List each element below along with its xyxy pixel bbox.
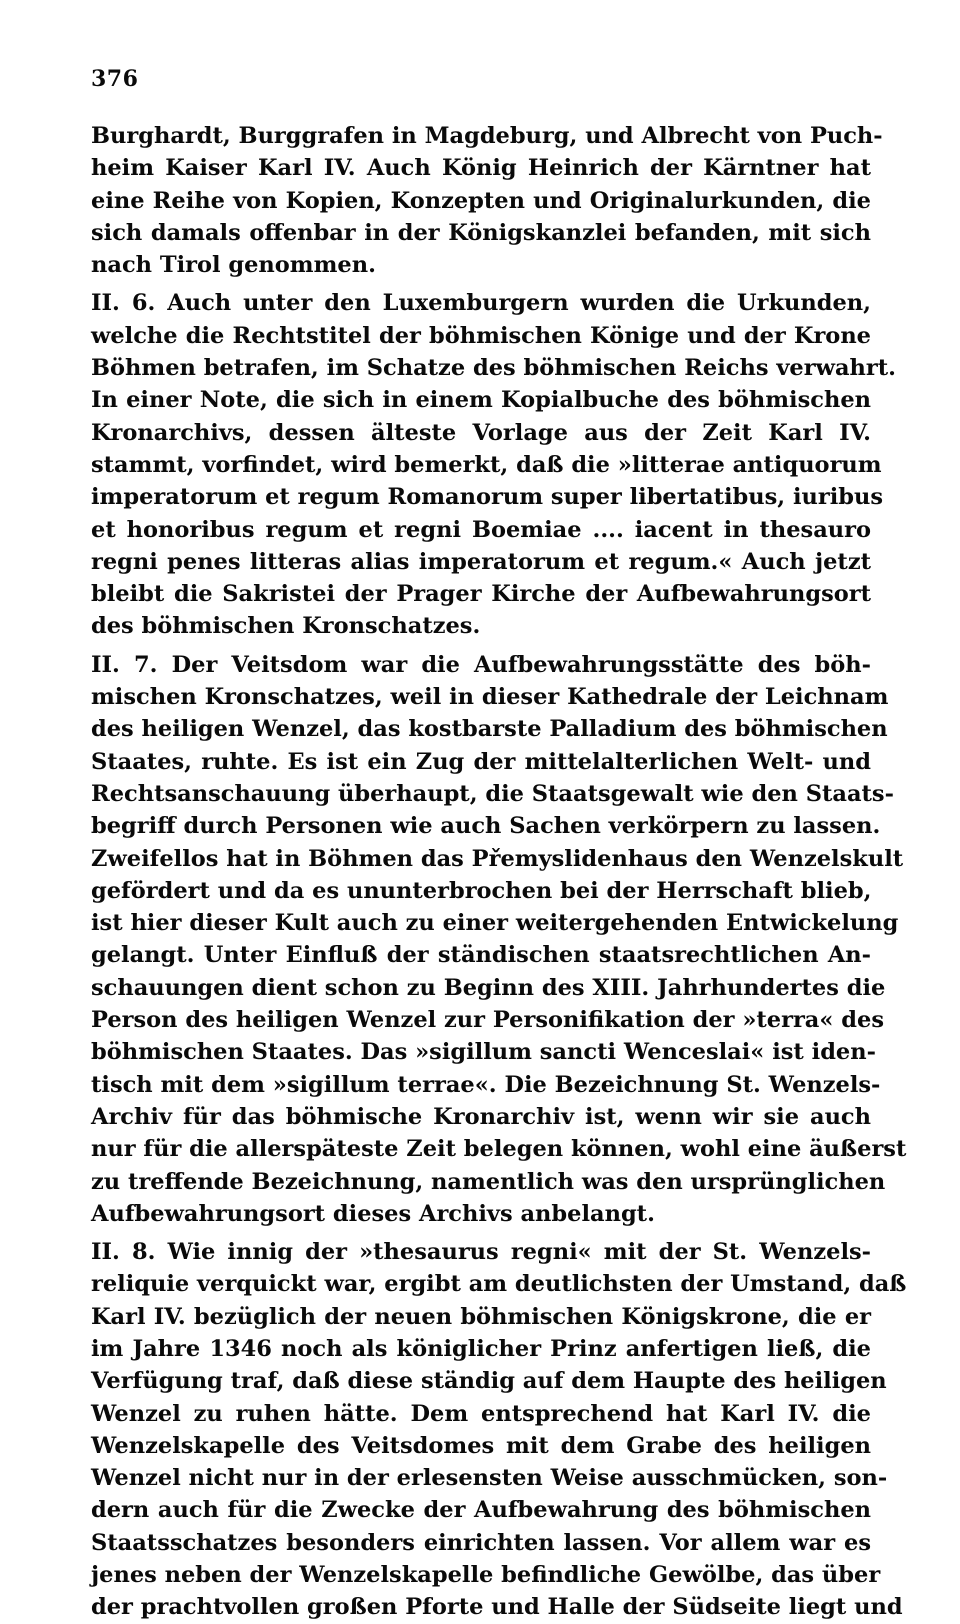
text-line: Zweifellos hat in Böhmen das Přemyslidenhaus den Wenzelskult bbox=[91, 845, 904, 872]
paragraph bbox=[91, 120, 883, 281]
text-line: zu treffende Bezeichnung, namentlich was den ursprünglichen bbox=[91, 1168, 886, 1195]
text-line: Kronarchivs, dessen älteste Vorlage aus der Zeit Karl IV. bbox=[91, 419, 871, 446]
text-line: II. 6. Auch unter den Luxemburgern wurden die Urkunden, bbox=[91, 290, 871, 317]
text-line: sich damals offenbar in der Königskanzlei befanden, mit sich bbox=[91, 219, 871, 246]
text-line: böhmischen Staates. Das »sigillum sancti Wenceslai« ist iden- bbox=[91, 1039, 876, 1066]
paragraph bbox=[91, 649, 907, 1230]
text-line: Verfügung traf, daß diese ständig auf dem Haupte des heiligen bbox=[91, 1368, 887, 1395]
text-line: Wenzelskapelle des Veitsdomes mit dem Grabe des heiligen bbox=[91, 1432, 871, 1459]
text-line: stammt, vorfindet, wird bemerkt, daß die »litterae antiquorum bbox=[91, 451, 882, 478]
text-line: II. 8. Wie innig der »thesaurus regni« mit der St. Wenzels- bbox=[91, 1239, 871, 1266]
text-line: Karl IV. bezüglich der neuen böhmischen Königskrone, die er bbox=[91, 1303, 871, 1330]
text-line: gefördert und da es ununterbrochen bei der Herrschaft blieb, bbox=[91, 877, 872, 904]
body-text bbox=[91, 120, 907, 1624]
text-line: nach Tirol genommen. bbox=[91, 252, 376, 279]
text-line: nur für die allerspäteste Zeit belegen können, wohl eine äußerst bbox=[91, 1136, 907, 1163]
text-line: des heiligen Wenzel, das kostbarste Palladium des böhmischen bbox=[91, 716, 888, 743]
paragraph bbox=[91, 287, 896, 642]
text-line: der prachtvollen großen Pforte und Halle der Südseite liegt und bbox=[91, 1594, 903, 1621]
text-line: et honoribus regum et regni Boemiae .... iacent in thesauro bbox=[91, 516, 871, 543]
text-line: eine Reihe von Kopien, Konzepten und Originalurkunden, die bbox=[91, 187, 871, 214]
text-line: regni penes litteras alias imperatorum et regum.« Auch jetzt bbox=[91, 548, 871, 575]
text-line: Staatsschatzes besonders einrichten lassen. Vor allem war es bbox=[91, 1529, 871, 1556]
text-line: Aufbewahrungsort dieses Archivs anbelangt. bbox=[91, 1200, 655, 1227]
text-line: gelangt. Unter Einfluß der ständischen staatsrechtlichen An- bbox=[91, 942, 871, 969]
paragraph bbox=[91, 1236, 907, 1624]
text-line: heim Kaiser Karl IV. Auch König Heinrich der Kärntner hat bbox=[91, 155, 871, 182]
text-line: dern auch für die Zwecke der Aufbewahrung des böhmischen bbox=[91, 1497, 871, 1524]
text-line: Rechtsanschauung überhaupt, die Staatsgewalt wie den Staats- bbox=[91, 780, 894, 807]
text-line: Wenzel nicht nur in der erlesensten Weise ausschmücken, son- bbox=[91, 1465, 888, 1492]
text-line: II. 7. Der Veitsdom war die Aufbewahrungsstätte des böh- bbox=[91, 651, 871, 678]
text-line: Wenzel zu ruhen hätte. Dem entsprechend hat Karl IV. die bbox=[91, 1400, 871, 1427]
text-line: Burghardt, Burggrafen in Magdeburg, und Albrecht von Puch- bbox=[91, 123, 883, 149]
text-line: Böhmen betrafen, im Schatze des böhmischen Reichs verwahrt. bbox=[91, 355, 896, 382]
text-line: des böhmischen Kronschatzes. bbox=[91, 613, 481, 640]
text-line: bleibt die Sakristei der Prager Kirche der Aufbewahrungsort bbox=[91, 581, 871, 608]
text-line: im Jahre 1346 noch als königlicher Prinz anfertigen ließ, die bbox=[91, 1335, 871, 1362]
text-line: mischen Kronschatzes, weil in dieser Kathedrale der Leichnam bbox=[91, 684, 889, 711]
text-line: schauungen dient schon zu Beginn des XIII. Jahrhundertes die bbox=[91, 974, 886, 1001]
text-line: jenes neben der Wenzelskapelle befindliche Gewölbe, das über bbox=[91, 1562, 881, 1589]
text-line: begriff durch Personen wie auch Sachen verkörpern zu lassen. bbox=[91, 813, 881, 840]
text-line: Staates, ruhte. Es ist ein Zug der mittelalterlichen Welt- und bbox=[91, 748, 871, 775]
text-line: ist hier dieser Kult auch zu einer weitergehenden Entwickelung bbox=[91, 910, 899, 937]
text-line: Archiv für das böhmische Kronarchiv ist, wenn wir sie auch bbox=[91, 1103, 871, 1130]
text-line: tisch mit dem »sigillum terrae«. Die Bezeichnung St. Wenzels- bbox=[91, 1071, 881, 1098]
text-line: Person des heiligen Wenzel zur Personifikation der »terra« des bbox=[91, 1007, 884, 1034]
text-line: imperatorum et regum Romanorum super libertatibus, iuribus bbox=[91, 484, 884, 511]
text-line: welche die Rechtstitel der böhmischen Könige und der Krone bbox=[91, 322, 871, 349]
text-line: In einer Note, die sich in einem Kopialbuche des böhmischen bbox=[91, 387, 871, 414]
page-number: 376 bbox=[91, 66, 139, 92]
text-line: reliquie verquickt war, ergibt am deutlichsten der Umstand, daß bbox=[91, 1271, 907, 1298]
